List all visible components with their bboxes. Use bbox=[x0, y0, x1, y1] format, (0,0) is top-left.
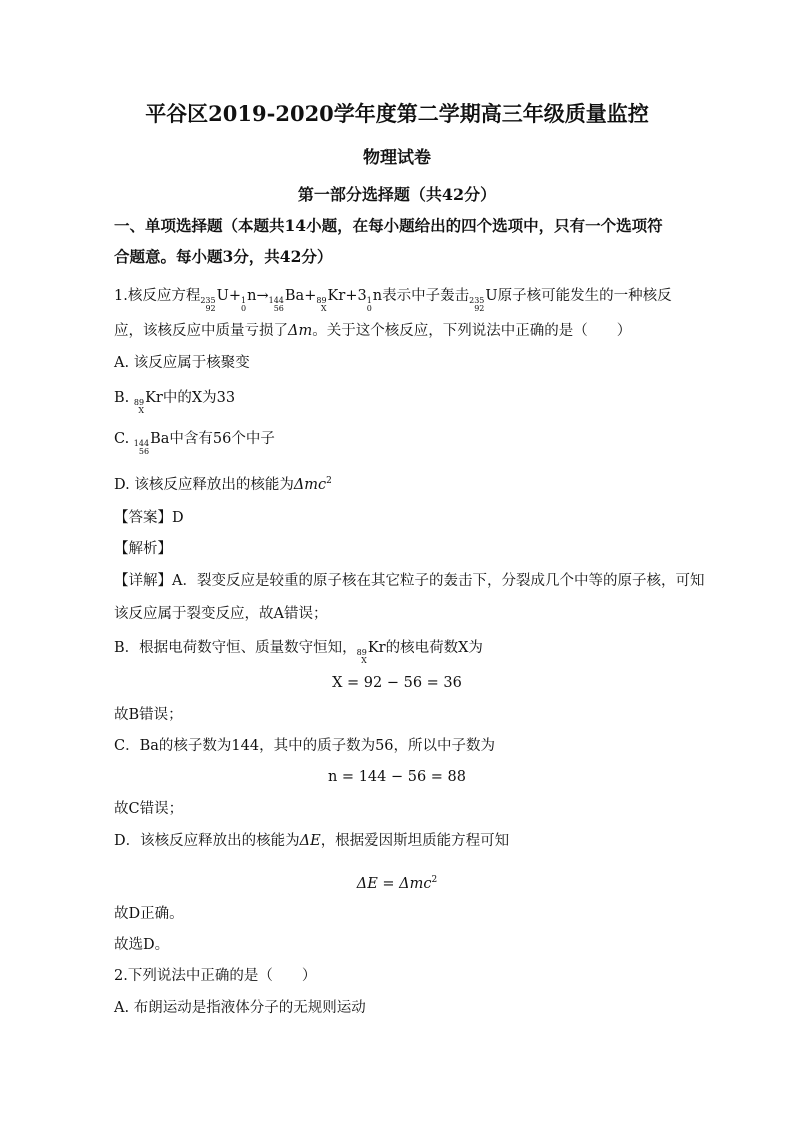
equation-x: X = 92 − 56 = 36 bbox=[332, 675, 462, 691]
q1-detail-d-line1: D．该核反应释放出的核能为ΔE，根据爱因斯坦质能方程可知 bbox=[114, 833, 510, 849]
nuclide-u235-2: 235 92 U bbox=[469, 288, 498, 313]
nuclide-ba144: 144 56 Ba bbox=[268, 288, 305, 313]
q1-detail-d-line2: 故D正确。 bbox=[114, 906, 184, 922]
q1-option-c: C. 144 56 Ba中含有56个中子 bbox=[114, 431, 275, 456]
q1-detail-b-line1: B．根据电荷数守恒、质量数守恒知， 89 X Kr的核电荷数X为 bbox=[114, 640, 483, 665]
nuclide-neutron: 1 0 n bbox=[241, 288, 257, 313]
q1-analysis-label: 【解析】 bbox=[114, 541, 172, 557]
nuclide-u235: 235 92 U bbox=[200, 288, 229, 313]
q2-option-a: A. 布朗运动是指液体分子的无规则运动 bbox=[114, 1000, 366, 1016]
q1-number: 1.核反应方程 bbox=[114, 288, 201, 304]
q1-conclusion: 故选D。 bbox=[114, 937, 170, 953]
q1-detail-a-line2: 该反应属于裂变反应，故A错误； bbox=[114, 606, 328, 622]
q2-stem: 2.下列说法中正确的是（ ） bbox=[114, 968, 317, 984]
q1-stem-line1: 1.核反应方程 235 92 U+ 1 0 n→ 144 56 Ba+ 89 X Kr+3 1 0 n表示中子轰击 235 92 U原子核可能发生的一种核反 bbox=[114, 288, 672, 313]
exam-title: 平谷区2019-2020学年度第二学期高三年级质量监控 bbox=[145, 101, 649, 126]
nuclide-kr89: 89 X Kr bbox=[316, 288, 346, 313]
exam-subtitle: 物理试卷 bbox=[363, 148, 431, 168]
arrow: → bbox=[256, 288, 269, 304]
q1-option-a: A. 该反应属于核聚变 bbox=[114, 355, 250, 371]
section-heading-line1: 一、单项选择题（本题共14小题，在每小题给出的四个选项中，只有一个选项符 bbox=[114, 216, 663, 235]
part-heading: 第一部分选择题（共42分） bbox=[297, 185, 497, 204]
q1-stem-line2: 应，该核反应中质量亏损了Δm。关于这个核反应，下列说法中正确的是（ ） bbox=[114, 323, 632, 339]
equation-n: n = 144 − 56 = 88 bbox=[327, 769, 467, 785]
q1-detail-c-line2: 故C错误； bbox=[114, 801, 184, 817]
q1-answer: 【答案】D bbox=[114, 510, 184, 526]
q1-option-d: D. 该核反应释放出的核能为Δmc$^2$ bbox=[114, 476, 332, 493]
q1-detail-c-line1: C．Ba的核子数为144，其中的质子数为56，所以中子数为 bbox=[114, 738, 496, 754]
equation-energy: ΔE = Δmc$^2$ bbox=[356, 875, 438, 892]
q1-detail-b-line2: 故B错误； bbox=[114, 707, 183, 723]
q1-option-b: B. 89 X Kr中的X为33 bbox=[114, 390, 236, 415]
nuclide-neutron-2: 1 0 n bbox=[366, 288, 383, 313]
section-heading-line2: 合题意。每小题3分，共42分） bbox=[114, 247, 333, 266]
q1-detail-a-line1: 【详解】A．裂变反应是较重的原子核在其它粒子的轰击下，分裂成几个中等的原子核，可知 bbox=[114, 573, 705, 589]
